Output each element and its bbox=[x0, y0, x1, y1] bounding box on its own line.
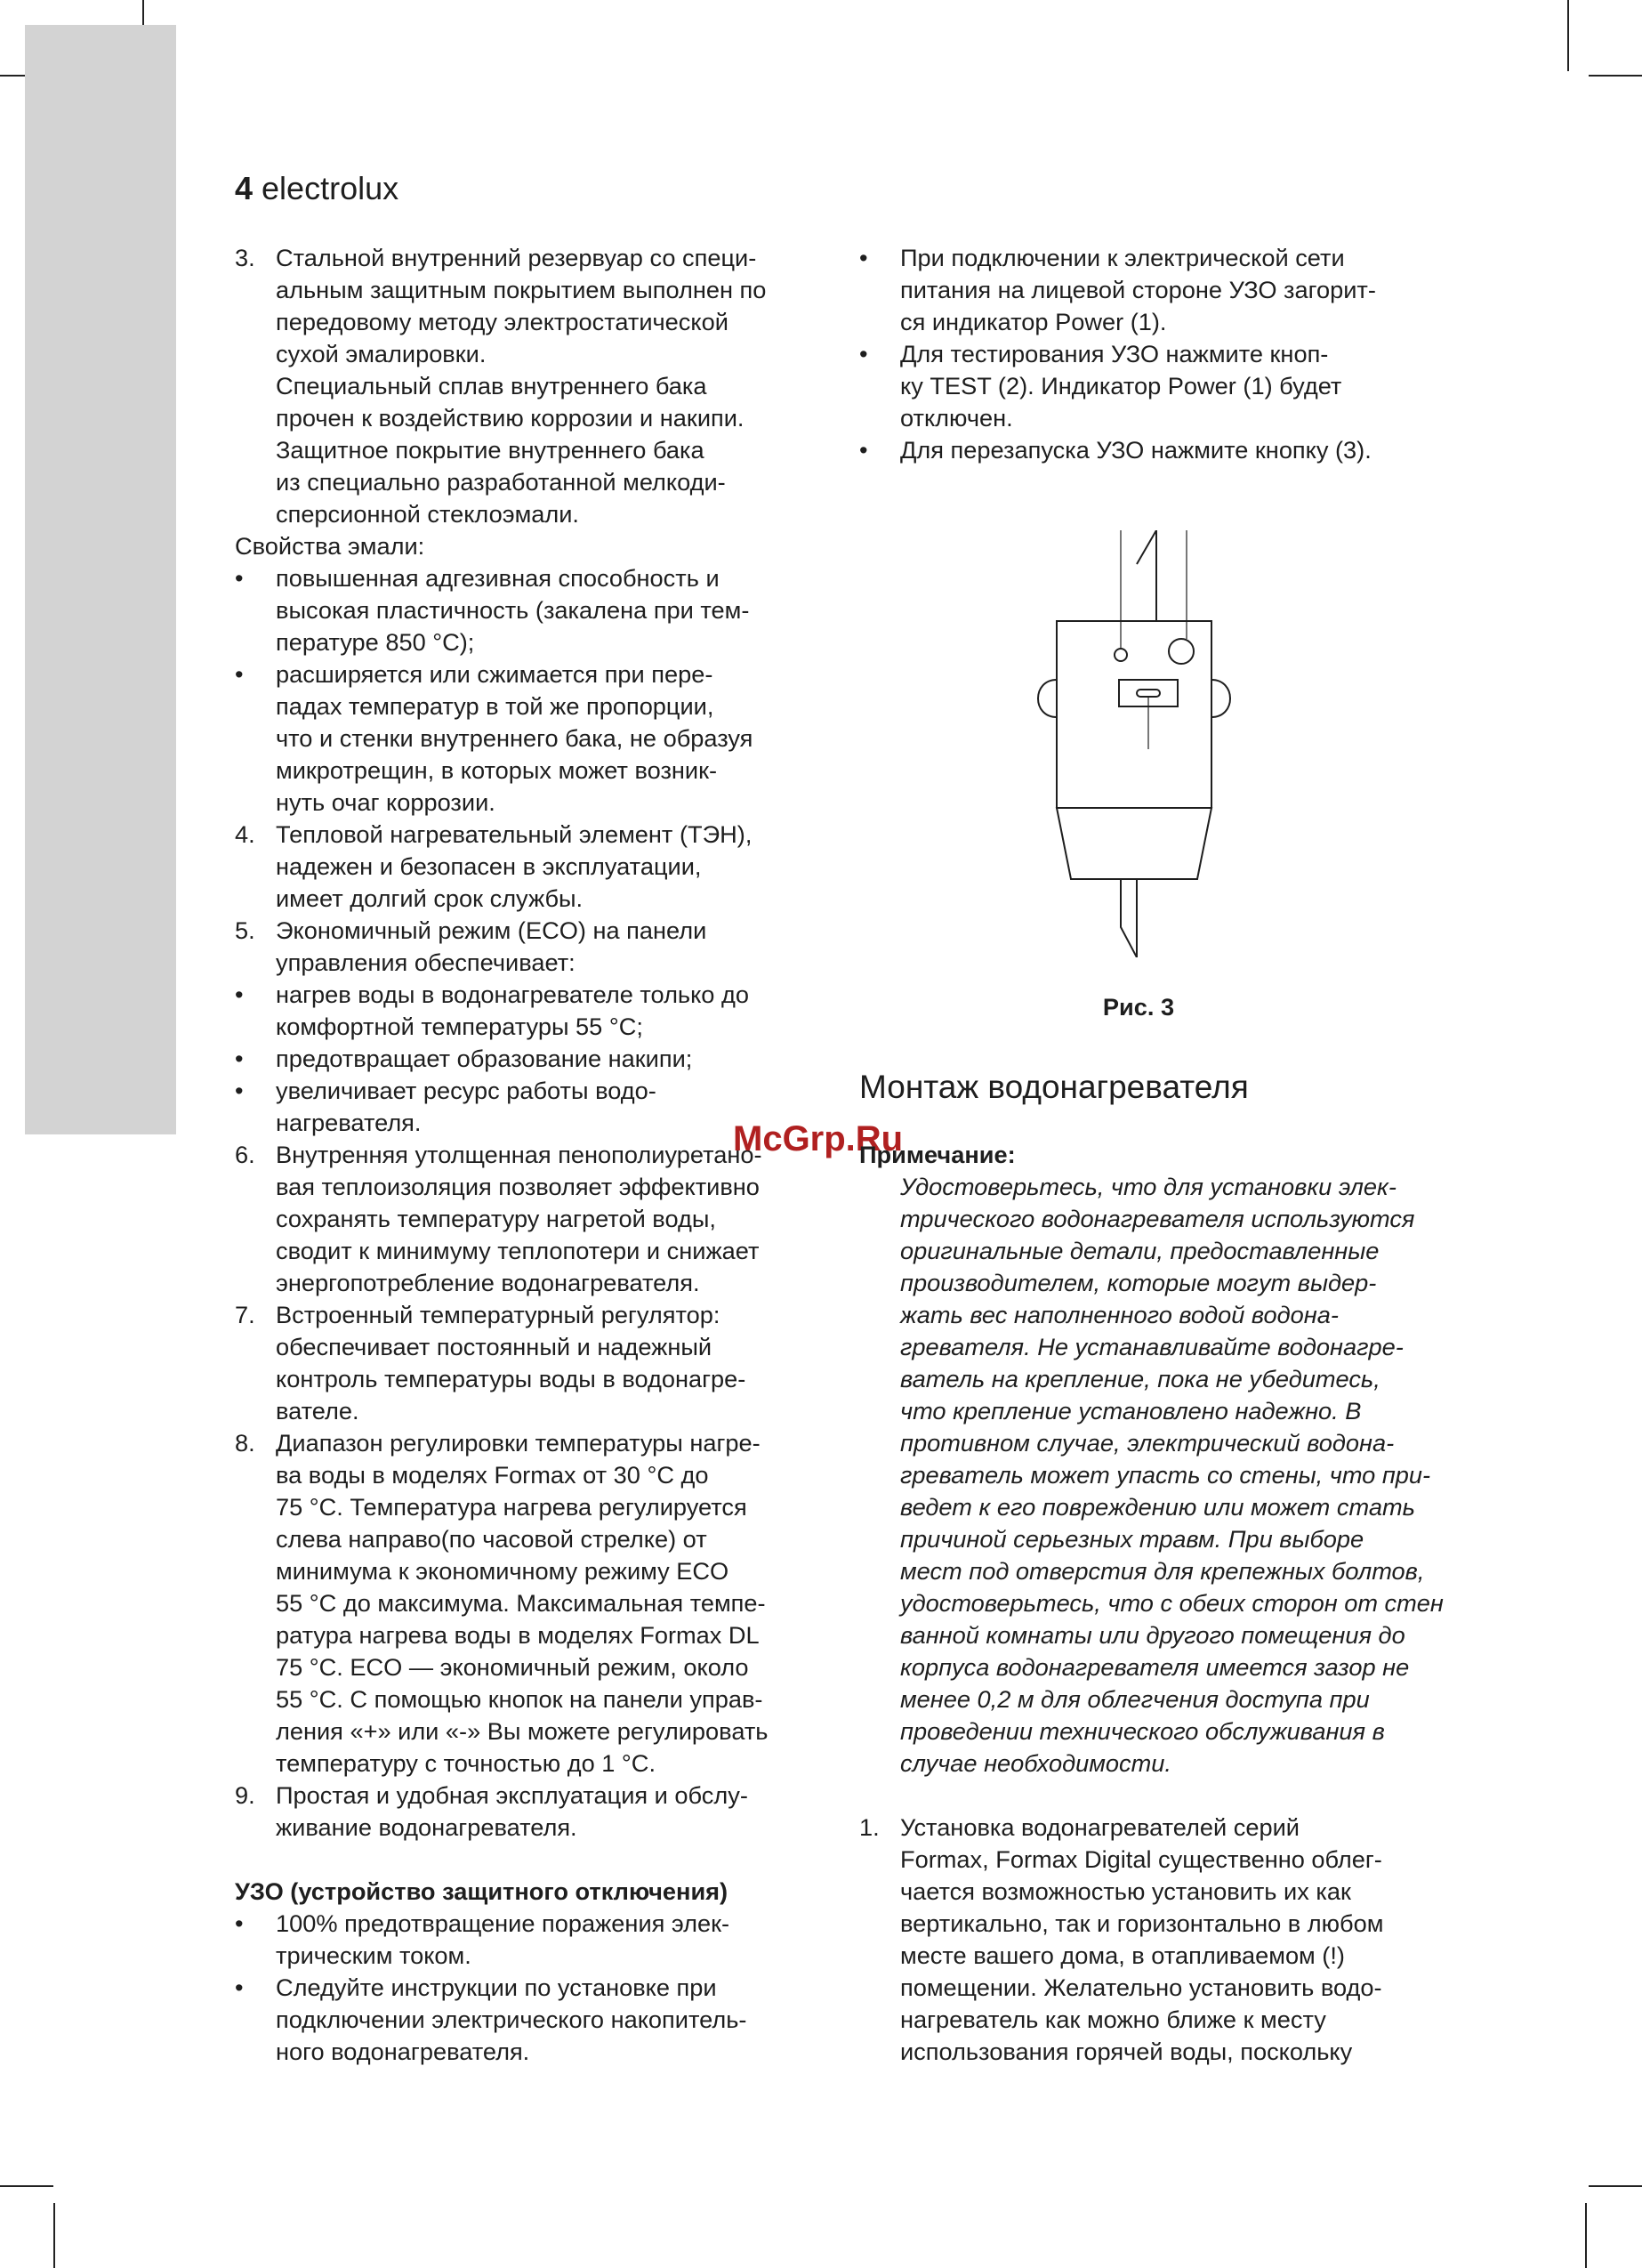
line-text: высокая пластичность (закалена при тем- bbox=[276, 596, 750, 624]
text-line bbox=[859, 1235, 1473, 1267]
text-line bbox=[235, 979, 831, 1011]
text-line bbox=[859, 2004, 1473, 2036]
line-text: что и стенки внутреннего бака, не образуя bbox=[276, 724, 753, 752]
text-line bbox=[859, 1299, 1473, 1331]
right-tab bbox=[1211, 680, 1230, 717]
text-line bbox=[235, 1043, 831, 1075]
line-text: обеспечивает постоянный и надежный bbox=[276, 1333, 712, 1360]
page-number: 4 bbox=[235, 170, 254, 206]
line-text: Внутренняя утолщенная пенополиуретано- bbox=[276, 1141, 762, 1168]
text-line bbox=[235, 1363, 831, 1395]
line-text: Встроенный температурный регулятор: bbox=[276, 1301, 720, 1328]
text-line bbox=[235, 915, 831, 947]
text-line bbox=[859, 434, 1473, 466]
crop-mark bbox=[1585, 2203, 1587, 2268]
line-text: ку TEST (2). Индикатор Power (1) будет bbox=[900, 372, 1342, 400]
crop-mark bbox=[1589, 75, 1642, 77]
line-text: вая теплоизоляция позволяет эффективно bbox=[276, 1173, 760, 1200]
watermark: McGrp.Ru bbox=[733, 1119, 904, 1158]
line-text: удостоверьтесь, что с обеих сторон от стен bbox=[900, 1589, 1444, 1617]
text-line bbox=[235, 1651, 831, 1683]
text-line bbox=[859, 1555, 1473, 1587]
list-number: 6. bbox=[235, 1141, 255, 1168]
text-line bbox=[859, 1587, 1473, 1619]
list-number: 4. bbox=[235, 820, 255, 848]
plug-cone bbox=[1057, 808, 1211, 879]
text-line bbox=[859, 1427, 1473, 1459]
line-text: имеет долгий срок службы. bbox=[276, 884, 584, 912]
text-line bbox=[235, 851, 831, 883]
line-text: нагрев воды в водонагревателе только до bbox=[276, 981, 749, 1008]
text-line bbox=[235, 626, 831, 658]
text-line bbox=[235, 1331, 831, 1363]
text-line bbox=[235, 1299, 831, 1331]
bullet-marker: • bbox=[235, 981, 244, 1008]
text-line bbox=[235, 755, 831, 787]
line-text: Удостоверьтесь, что для установки элек- bbox=[900, 1173, 1397, 1200]
text-line bbox=[859, 306, 1473, 338]
line-text: Защитное покрытие внутреннего бака bbox=[276, 436, 704, 464]
line-text: Стальной внутренний резервуар со специ- bbox=[276, 244, 757, 271]
line-text: передовому методу электростатической bbox=[276, 308, 728, 335]
text-line bbox=[859, 338, 1473, 370]
text-line bbox=[235, 1523, 831, 1555]
text-line bbox=[859, 1972, 1473, 2004]
line-text: надежен и безопасен в эксплуатации, bbox=[276, 852, 702, 880]
line-text: Для перезапуска УЗО нажмите кнопку (3). bbox=[900, 436, 1372, 464]
text-line bbox=[235, 1427, 831, 1459]
text-line bbox=[235, 466, 831, 498]
subheading bbox=[235, 1876, 831, 1908]
line-text: нагревателя. bbox=[276, 1109, 422, 1136]
text-line bbox=[235, 1619, 831, 1651]
line-text: Следуйте инструкции по установке при bbox=[276, 1973, 717, 2001]
list-number: 7. bbox=[235, 1301, 255, 1328]
text-line bbox=[235, 1555, 831, 1587]
text-line bbox=[859, 274, 1473, 306]
text-line bbox=[859, 242, 1473, 274]
text-line bbox=[859, 1683, 1473, 1715]
bullet-marker: • bbox=[235, 1973, 244, 2001]
line-text: использования горячей воды, поскольку bbox=[900, 2038, 1353, 2065]
text-line bbox=[859, 1908, 1473, 1940]
line-text: производителем, которые могут выдер- bbox=[900, 1269, 1377, 1296]
list-number: 8. bbox=[235, 1429, 255, 1457]
text-line bbox=[235, 1011, 831, 1043]
list-number: 5. bbox=[235, 916, 255, 944]
line-text: менее 0,2 м для облегчения доступа при bbox=[900, 1685, 1370, 1713]
line-text: нагреватель как можно ближе к месту bbox=[900, 2006, 1326, 2033]
line-text: ва воды в моделях Formax от 30 °С до bbox=[276, 1461, 709, 1489]
text-line bbox=[859, 1619, 1473, 1651]
text-line bbox=[235, 2036, 831, 2068]
text-line bbox=[235, 1940, 831, 1972]
line-text: альным защитным покрытием выполнен по bbox=[276, 276, 767, 303]
rcd-body bbox=[1057, 621, 1211, 808]
line-text: Свойства эмали: bbox=[235, 532, 425, 560]
text-line bbox=[235, 1491, 831, 1523]
line-text: греватель может упасть со стены, что при- bbox=[900, 1461, 1431, 1489]
left-tab bbox=[1038, 680, 1057, 717]
line-text: ванной комнаты или другого помещения до bbox=[900, 1621, 1405, 1649]
line-text: питания на лицевой стороне УЗО загорит- bbox=[900, 276, 1376, 303]
text-line bbox=[859, 2036, 1473, 2068]
brand-name: electrolux bbox=[262, 170, 399, 206]
line-text: Тепловой нагревательный элемент (ТЭН), bbox=[276, 820, 753, 848]
text-line bbox=[235, 690, 831, 722]
line-text: прочен к воздействию коррозии и накипи. bbox=[276, 404, 745, 432]
right-column-top bbox=[859, 242, 1473, 466]
line-text: Установка водонагревателей серий bbox=[900, 1813, 1300, 1841]
bullet-marker: • bbox=[235, 1077, 244, 1104]
text-line bbox=[235, 1683, 831, 1715]
text-line bbox=[235, 883, 831, 915]
text-line bbox=[235, 1459, 831, 1491]
text-line bbox=[859, 1523, 1473, 1555]
line-text: повышенная адгезивная способность и bbox=[276, 564, 720, 592]
line-text: температуру с точностью до 1 °С. bbox=[276, 1749, 656, 1777]
line-text: ведет к его повреждению или может стать bbox=[900, 1493, 1415, 1521]
text-line bbox=[235, 274, 831, 306]
text-line bbox=[235, 947, 831, 979]
crop-mark bbox=[0, 2185, 53, 2187]
text-line bbox=[235, 1075, 831, 1107]
line-text: ного водонагревателя. bbox=[276, 2038, 530, 2065]
side-tab-bar bbox=[25, 25, 176, 1134]
text-line bbox=[235, 1812, 831, 1844]
text-line bbox=[859, 1940, 1473, 1972]
cable-bottom bbox=[1121, 879, 1137, 957]
text-line bbox=[235, 1972, 831, 2004]
text-line bbox=[859, 1459, 1473, 1491]
text-line bbox=[859, 1747, 1473, 1780]
text-line bbox=[859, 1171, 1473, 1203]
text-line bbox=[235, 787, 831, 819]
page-header bbox=[235, 169, 398, 208]
text-line bbox=[859, 1363, 1473, 1395]
line-text: сводит к минимуму теплопотери и снижает bbox=[276, 1237, 760, 1264]
line-text: подключении электрического накопитель- bbox=[276, 2006, 747, 2033]
line-text: причиной серьезных травм. При выборе bbox=[900, 1525, 1364, 1553]
line-text: микротрещин, в которых может возник- bbox=[276, 756, 718, 784]
bullet-marker: • bbox=[235, 660, 244, 688]
line-text: Экономичный режим (ECO) на панели bbox=[276, 916, 707, 944]
text-line bbox=[859, 1267, 1473, 1299]
list-number: 1. bbox=[859, 1813, 880, 1841]
text-line bbox=[235, 2004, 831, 2036]
line-text: энергопотребление водонагревателя. bbox=[276, 1269, 700, 1296]
section-title: Монтаж водонагревателя bbox=[859, 1069, 1249, 1105]
text-line bbox=[235, 434, 831, 466]
crop-mark bbox=[1567, 0, 1569, 71]
line-text: ления «+» или «-» Вы можете регулировать bbox=[276, 1717, 769, 1745]
text-line bbox=[235, 1235, 831, 1267]
line-text: ратура нагрева воды в моделях Formax DL bbox=[276, 1621, 760, 1649]
text-line bbox=[859, 1844, 1473, 1876]
line-text: противном случае, электрический водона- bbox=[900, 1429, 1395, 1457]
text-line bbox=[235, 306, 831, 338]
text-line bbox=[859, 402, 1473, 434]
bullet-marker: • bbox=[235, 1045, 244, 1072]
line-text: сперсионной стеклоэмали. bbox=[276, 500, 579, 528]
text-line bbox=[235, 1267, 831, 1299]
text-line bbox=[859, 1331, 1473, 1363]
line-text: Диапазон регулировки температуры нагре- bbox=[276, 1429, 761, 1457]
line-text: чается возможностью установить их как bbox=[900, 1877, 1351, 1905]
line-text: сухой эмалировки. bbox=[276, 340, 487, 367]
line-text: вертикально, так и горизонтально в любом bbox=[900, 1909, 1384, 1937]
line-text: 100% предотвращение поражения элек- bbox=[276, 1909, 730, 1937]
line-text: что крепление установлено надежно. В bbox=[900, 1397, 1362, 1425]
line-text: Специальный сплав внутреннего бака bbox=[276, 372, 707, 400]
list-number: 9. bbox=[235, 1781, 255, 1809]
line-text: слева направо(по часовой стрелке) от bbox=[276, 1525, 707, 1553]
text-line bbox=[235, 530, 831, 562]
bullet-marker: • bbox=[859, 244, 868, 271]
line-text: контроль температуры воды в водонагре- bbox=[276, 1365, 746, 1392]
text-line bbox=[235, 1203, 831, 1235]
line-text: падах температур в той же пропорции, bbox=[276, 692, 714, 720]
text-line bbox=[235, 658, 831, 690]
line-text: 75 °С. Температура нагрева регулируется bbox=[276, 1493, 747, 1521]
text-line bbox=[235, 1908, 831, 1940]
text-line bbox=[859, 1876, 1473, 1908]
line-text: комфортной температуры 55 °С; bbox=[276, 1013, 643, 1040]
right-column-bottom bbox=[859, 1139, 1473, 2068]
line-text: трическим током. bbox=[276, 1941, 471, 1969]
text-line bbox=[235, 1171, 831, 1203]
line-text: расширяется или сжимается при пере- bbox=[276, 660, 713, 688]
text-line bbox=[235, 1587, 831, 1619]
text-line bbox=[859, 1203, 1473, 1235]
rcd-plug-figure bbox=[1032, 530, 1245, 957]
line-text: Formax, Formax Digital существенно облег- bbox=[900, 1845, 1382, 1873]
line-text: УЗО (устройство защитного отключения) bbox=[235, 1877, 728, 1905]
text-line bbox=[859, 1395, 1473, 1427]
line-text: гревателя. Не устанавливайте водонагре- bbox=[900, 1333, 1404, 1360]
text-line bbox=[859, 370, 1473, 402]
line-text: из специально разработанной мелкоди- bbox=[276, 468, 726, 496]
list-number: 3. bbox=[235, 244, 255, 271]
paragraph-gap bbox=[859, 1780, 1473, 1812]
power-indicator bbox=[1115, 649, 1127, 661]
line-text: ватель на крепление, пока не убедитесь, bbox=[900, 1365, 1380, 1392]
crop-mark bbox=[1589, 2185, 1642, 2187]
line-text: ся индикатор Power (1). bbox=[900, 308, 1167, 335]
subheading bbox=[859, 1139, 1473, 1171]
line-text: проведении технического обслуживания в bbox=[900, 1717, 1385, 1745]
line-text: корпуса водонагревателя имеется зазор не bbox=[900, 1653, 1410, 1681]
text-line bbox=[235, 370, 831, 402]
line-text: увеличивает ресурс работы водо- bbox=[276, 1077, 656, 1104]
line-text: При подключении к электрической сети bbox=[900, 244, 1345, 271]
line-text: предотвращает образование накипи; bbox=[276, 1045, 693, 1072]
text-line bbox=[235, 1747, 831, 1780]
bullet-marker: • bbox=[859, 340, 868, 367]
line-text: Простая и удобная эксплуатация и обслу- bbox=[276, 1781, 748, 1809]
line-text: трического водонагревателя используются bbox=[900, 1205, 1415, 1232]
line-text: Примечание: bbox=[859, 1141, 1016, 1168]
text-line bbox=[235, 498, 831, 530]
line-text: сохранять температуру нагретой воды, bbox=[276, 1205, 716, 1232]
text-line bbox=[235, 819, 831, 851]
crop-mark bbox=[53, 2203, 55, 2268]
figure-caption: Рис. 3 bbox=[1102, 993, 1175, 1021]
text-line bbox=[235, 722, 831, 755]
line-text: пературе 850 °С); bbox=[276, 628, 475, 656]
text-line bbox=[859, 1491, 1473, 1523]
line-text: минимума к экономичному режиму ECO bbox=[276, 1557, 729, 1585]
text-line bbox=[859, 1812, 1473, 1844]
reset-button bbox=[1169, 639, 1194, 664]
line-text: вателе. bbox=[276, 1397, 359, 1425]
line-text: Для тестирования УЗО нажмите кноп- bbox=[900, 340, 1329, 367]
line-text: 75 °С. ECO — экономичный режим, около bbox=[276, 1653, 749, 1681]
text-line bbox=[235, 562, 831, 594]
text-line bbox=[235, 338, 831, 370]
line-text: 55 °С до максимума. Максимальная темпе- bbox=[276, 1589, 766, 1617]
bullet-marker: • bbox=[235, 1909, 244, 1937]
line-text: жать вес наполненного водой водона- bbox=[900, 1301, 1339, 1328]
text-line bbox=[859, 1715, 1473, 1747]
line-text: оригинальные детали, предоставленные bbox=[900, 1237, 1380, 1264]
bullet-marker: • bbox=[859, 436, 868, 464]
line-text: управления обеспечивает: bbox=[276, 948, 576, 976]
line-text: живание водонагревателя. bbox=[276, 1813, 577, 1841]
line-text: месте вашего дома, в отапливаемом (!) bbox=[900, 1941, 1345, 1969]
text-line bbox=[235, 1395, 831, 1427]
line-text: помещении. Желательно установить водо- bbox=[900, 1973, 1382, 2001]
line-text: 55 °С. С помощью кнопок на панели управ- bbox=[276, 1685, 763, 1713]
text-line bbox=[235, 1715, 831, 1747]
line-text: нуть очаг коррозии. bbox=[276, 788, 495, 816]
line-text: мест под отверстия для крепежных болтов, bbox=[900, 1557, 1425, 1585]
text-line bbox=[859, 1651, 1473, 1683]
text-line bbox=[235, 402, 831, 434]
paragraph-gap bbox=[235, 1844, 831, 1876]
cable-top bbox=[1137, 530, 1156, 621]
line-text: случае необходимости. bbox=[900, 1749, 1171, 1777]
text-line bbox=[235, 1780, 831, 1812]
text-line bbox=[235, 594, 831, 626]
line-text: отключен. bbox=[900, 404, 1013, 432]
bullet-marker: • bbox=[235, 564, 244, 592]
text-line bbox=[235, 242, 831, 274]
